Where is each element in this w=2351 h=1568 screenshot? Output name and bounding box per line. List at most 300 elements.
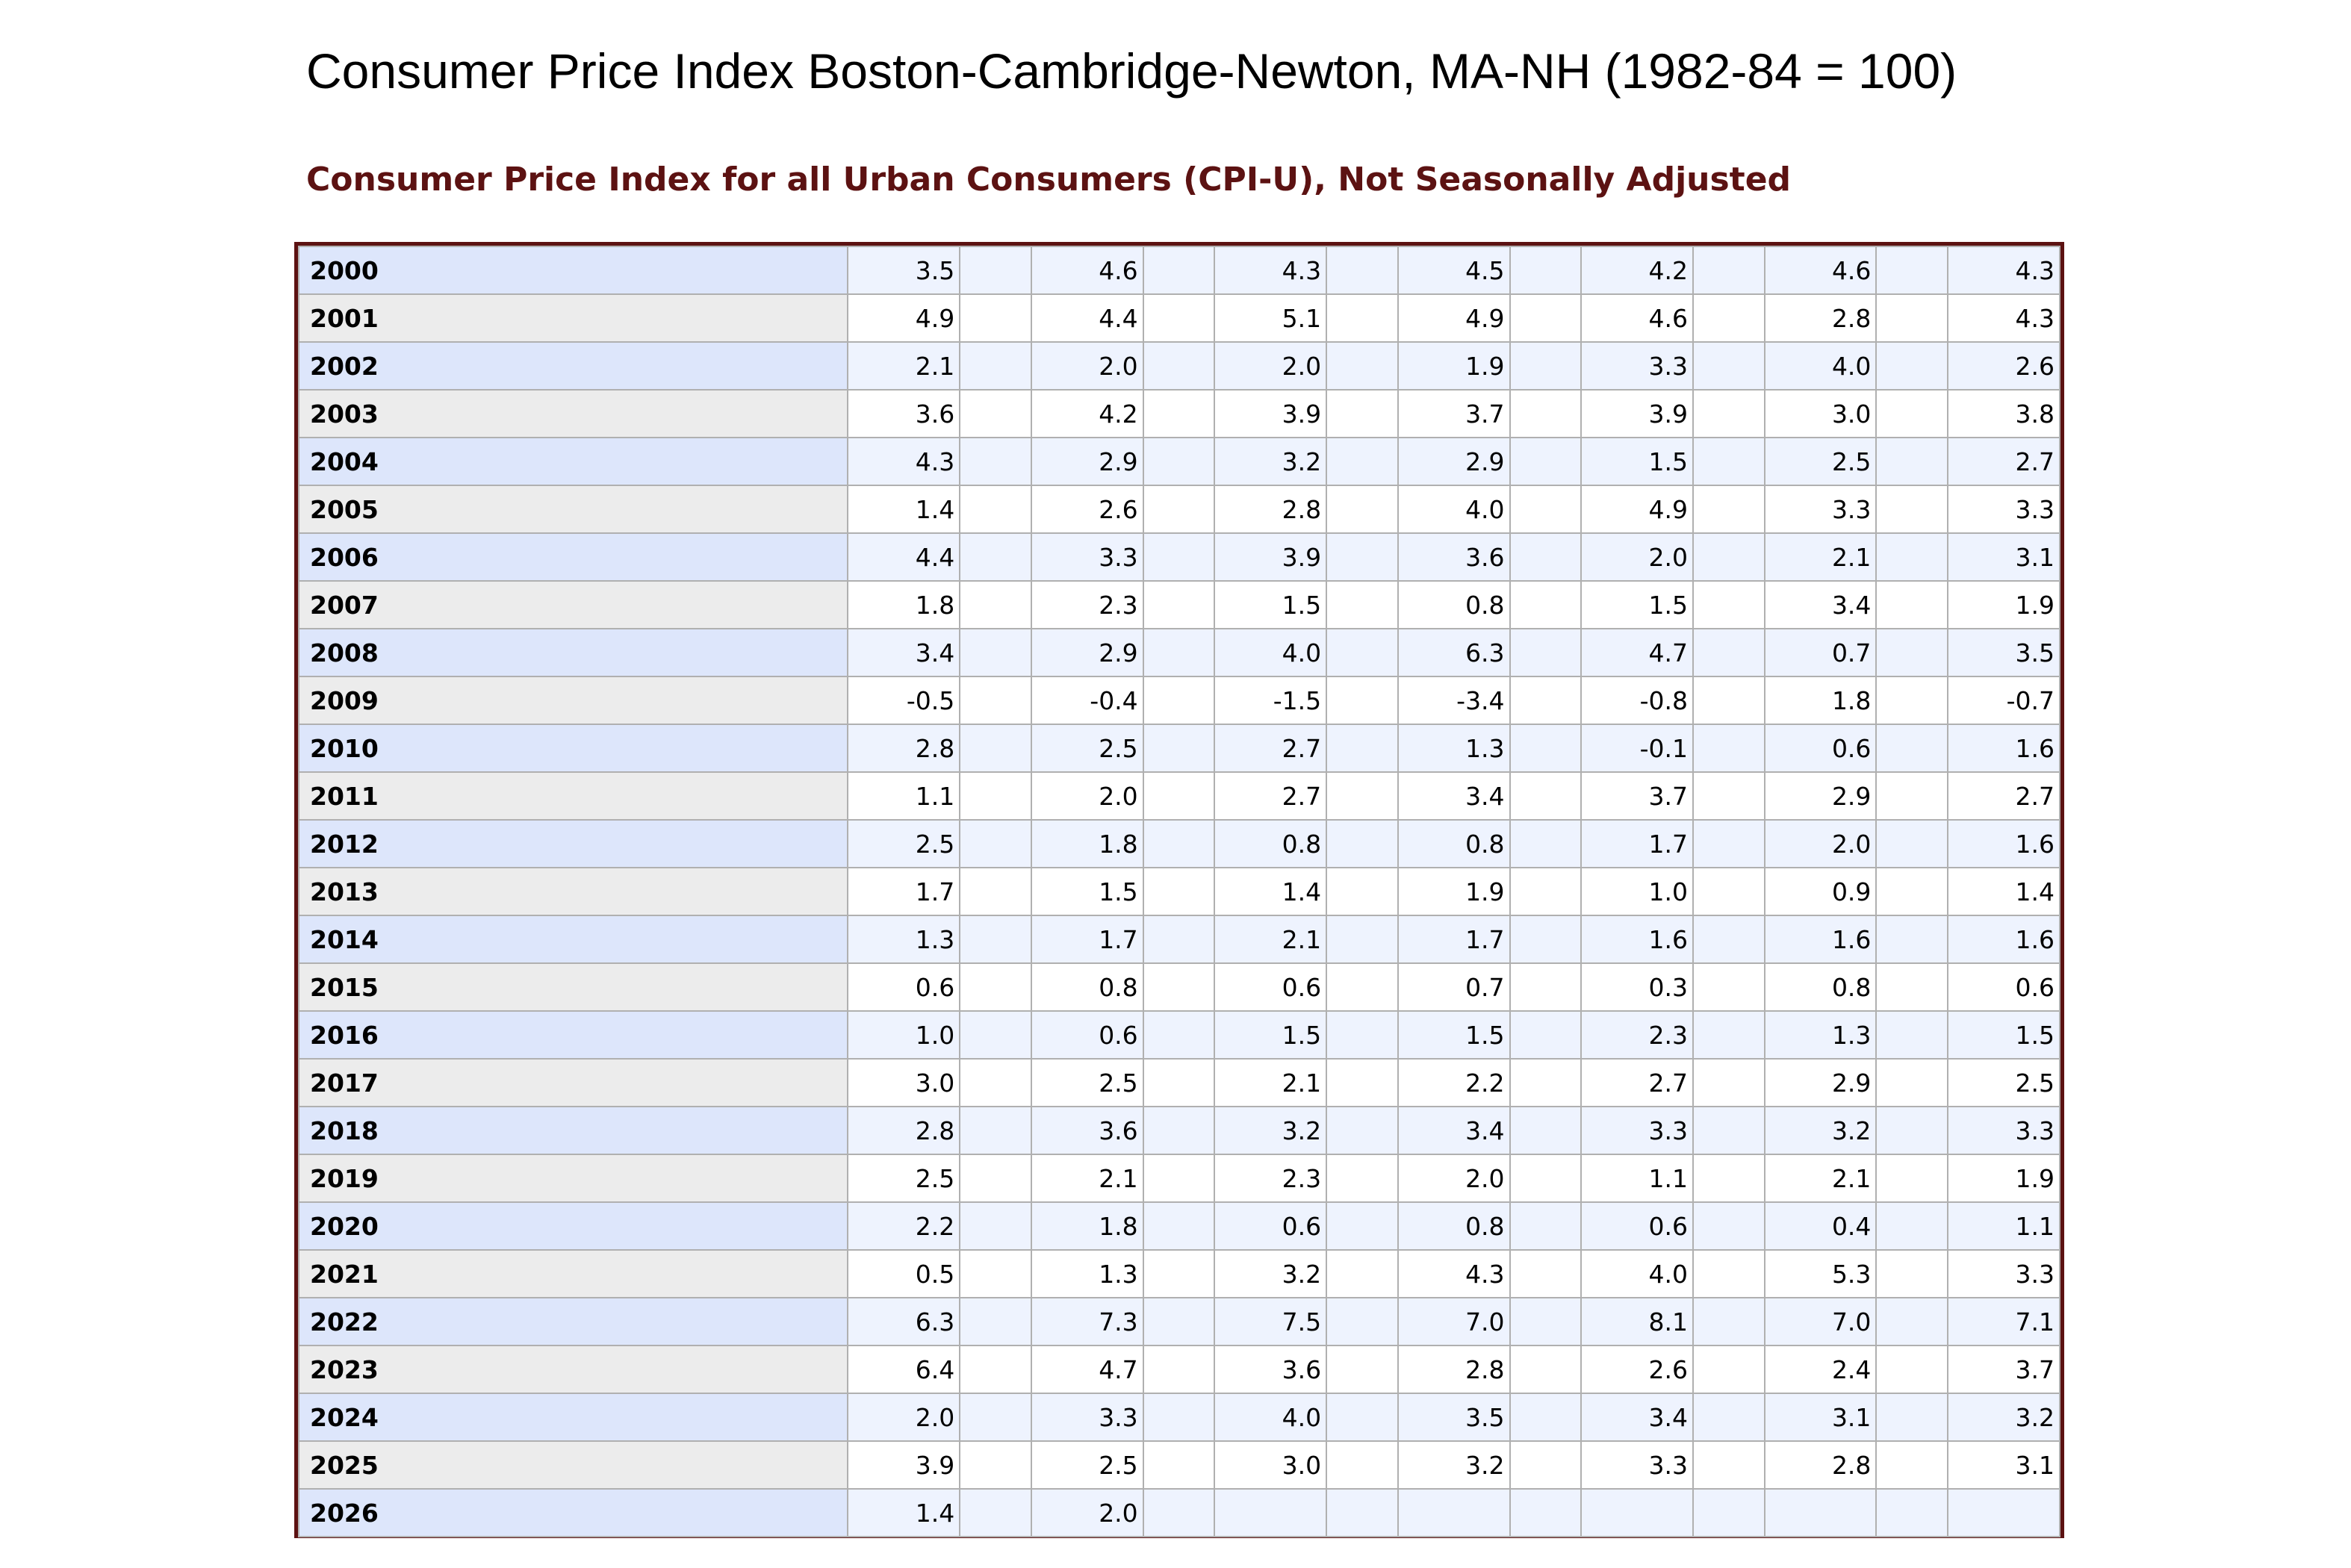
- spacer-cell: [1693, 1441, 1765, 1489]
- year-cell: 2018: [299, 1107, 848, 1154]
- value-cell: 3.5: [1948, 629, 2060, 676]
- spacer-cell: [960, 1489, 1031, 1537]
- value-cell: 3.1: [1948, 1441, 2060, 1489]
- spacer-cell: [960, 1107, 1031, 1154]
- value-cell: 2.5: [1031, 724, 1143, 772]
- table-row: [299, 1345, 2060, 1393]
- spacer-cell: [1693, 724, 1765, 772]
- spacer-cell: [1876, 581, 1948, 629]
- value-cell: 1.5: [1581, 438, 1693, 485]
- spacer-cell: [1693, 1345, 1765, 1393]
- spacer-cell: [1693, 294, 1765, 342]
- spacer-cell: [1693, 868, 1765, 915]
- value-cell: 2.8: [1398, 1345, 1510, 1393]
- spacer-cell: [960, 1202, 1031, 1250]
- value-cell: 1.5: [1581, 581, 1693, 629]
- spacer-cell: [1510, 1298, 1582, 1345]
- value-cell: 1.0: [848, 1011, 960, 1059]
- value-cell: 2.9: [1031, 438, 1143, 485]
- year-cell: 2019: [299, 1154, 848, 1202]
- value-cell: 2.6: [1581, 1345, 1693, 1393]
- year-cell: 2011: [299, 772, 848, 820]
- value-cell: 3.9: [1214, 390, 1326, 438]
- table-row: [299, 581, 2060, 629]
- table-row: [299, 438, 2060, 485]
- spacer-cell: [1876, 963, 1948, 1011]
- spacer-cell: [1876, 390, 1948, 438]
- value-cell: 1.1: [1581, 1154, 1693, 1202]
- value-cell: 4.0: [1398, 485, 1510, 533]
- cpi-table: [298, 246, 2060, 1537]
- value-cell: 2.3: [1214, 1154, 1326, 1202]
- spacer-cell: [960, 533, 1031, 581]
- value-cell: -1.5: [1214, 676, 1326, 724]
- spacer-cell: [1143, 1393, 1215, 1441]
- value-cell: 2.1: [1214, 915, 1326, 963]
- spacer-cell: [1876, 1059, 1948, 1107]
- table-row: [299, 868, 2060, 915]
- value-cell: 1.5: [1214, 581, 1326, 629]
- spacer-cell: [1876, 1441, 1948, 1489]
- value-cell: 1.6: [1948, 724, 2060, 772]
- spacer-cell: [1143, 772, 1215, 820]
- value-cell: 1.5: [1031, 868, 1143, 915]
- spacer-cell: [960, 1154, 1031, 1202]
- year-cell: 2017: [299, 1059, 848, 1107]
- value-cell: 2.5: [1031, 1441, 1143, 1489]
- spacer-cell: [1326, 1202, 1398, 1250]
- spacer-cell: [1693, 1202, 1765, 1250]
- spacer-cell: [960, 915, 1031, 963]
- spacer-cell: [1326, 294, 1398, 342]
- table-row: [299, 915, 2060, 963]
- value-cell: 1.6: [1948, 915, 2060, 963]
- value-cell: 1.3: [848, 915, 960, 963]
- spacer-cell: [1876, 1107, 1948, 1154]
- spacer-cell: [1326, 390, 1398, 438]
- spacer-cell: [960, 820, 1031, 868]
- value-cell: 3.4: [848, 629, 960, 676]
- spacer-cell: [960, 390, 1031, 438]
- spacer-cell: [960, 342, 1031, 390]
- spacer-cell: [960, 581, 1031, 629]
- spacer-cell: [1510, 1202, 1582, 1250]
- spacer-cell: [1143, 1154, 1215, 1202]
- value-cell: 0.6: [848, 963, 960, 1011]
- table-row: [299, 963, 2060, 1011]
- value-cell: 3.6: [1031, 1107, 1143, 1154]
- value-cell: 1.7: [1581, 820, 1693, 868]
- year-cell: 2012: [299, 820, 848, 868]
- value-cell: 3.3: [1765, 485, 1877, 533]
- value-cell: 8.1: [1581, 1298, 1693, 1345]
- value-cell: 2.1: [1765, 1154, 1877, 1202]
- value-cell: 1.1: [848, 772, 960, 820]
- value-cell: 3.3: [1581, 1107, 1693, 1154]
- value-cell: 2.9: [1765, 1059, 1877, 1107]
- value-cell: 4.3: [1214, 246, 1326, 294]
- spacer-cell: [1143, 533, 1215, 581]
- spacer-cell: [1876, 772, 1948, 820]
- spacer-cell: [1510, 915, 1582, 963]
- spacer-cell: [1326, 676, 1398, 724]
- year-cell: 2002: [299, 342, 848, 390]
- value-cell: 2.7: [1214, 772, 1326, 820]
- spacer-cell: [960, 485, 1031, 533]
- spacer-cell: [1143, 1202, 1215, 1250]
- spacer-cell: [1510, 485, 1582, 533]
- value-cell: 2.1: [848, 342, 960, 390]
- spacer-cell: [1510, 676, 1582, 724]
- value-cell: 1.0: [1581, 868, 1693, 915]
- year-cell: 2016: [299, 1011, 848, 1059]
- spacer-cell: [1876, 246, 1948, 294]
- value-cell: 4.3: [1948, 246, 2060, 294]
- table-row: [299, 1489, 2060, 1537]
- spacer-cell: [1143, 1059, 1215, 1107]
- value-cell: 0.8: [1031, 963, 1143, 1011]
- value-cell: 2.4: [1765, 1345, 1877, 1393]
- value-cell: 0.6: [1031, 1011, 1143, 1059]
- spacer-cell: [1326, 1489, 1398, 1537]
- value-cell: 1.3: [1398, 724, 1510, 772]
- table-row: [299, 1393, 2060, 1441]
- value-cell: 4.0: [1214, 629, 1326, 676]
- value-cell: 2.8: [848, 724, 960, 772]
- table-row: [299, 629, 2060, 676]
- spacer-cell: [960, 724, 1031, 772]
- year-cell: 2010: [299, 724, 848, 772]
- spacer-cell: [1876, 676, 1948, 724]
- spacer-cell: [1143, 724, 1215, 772]
- spacer-cell: [1510, 868, 1582, 915]
- value-cell: -0.5: [848, 676, 960, 724]
- table-row: [299, 485, 2060, 533]
- spacer-cell: [960, 1441, 1031, 1489]
- value-cell: 2.3: [1031, 581, 1143, 629]
- value-cell: 4.5: [1398, 246, 1510, 294]
- page-title: Consumer Price Index Boston-Cambridge-Newton, MA-NH (1982-84 = 100): [306, 43, 1957, 99]
- spacer-cell: [960, 246, 1031, 294]
- value-cell: 2.0: [1031, 342, 1143, 390]
- table-row: [299, 676, 2060, 724]
- spacer-cell: [1693, 1154, 1765, 1202]
- spacer-cell: [1510, 438, 1582, 485]
- spacer-cell: [1326, 772, 1398, 820]
- spacer-cell: [1326, 1107, 1398, 1154]
- spacer-cell: [1510, 820, 1582, 868]
- value-cell: -0.4: [1031, 676, 1143, 724]
- value-cell: 1.9: [1398, 868, 1510, 915]
- spacer-cell: [1693, 772, 1765, 820]
- value-cell: 4.6: [1031, 246, 1143, 294]
- value-cell: 1.4: [1948, 868, 2060, 915]
- table-row: [299, 246, 2060, 294]
- value-cell: 3.4: [1765, 581, 1877, 629]
- value-cell: 0.8: [1398, 1202, 1510, 1250]
- year-cell: 2007: [299, 581, 848, 629]
- table-row: [299, 1202, 2060, 1250]
- value-cell: 3.3: [1581, 1441, 1693, 1489]
- value-cell: 2.7: [1948, 438, 2060, 485]
- spacer-cell: [1876, 1250, 1948, 1298]
- value-cell: 3.2: [1214, 1107, 1326, 1154]
- value-cell: 3.0: [1765, 390, 1877, 438]
- value-cell: 3.1: [1948, 533, 2060, 581]
- spacer-cell: [1326, 1393, 1398, 1441]
- year-cell: 2026: [299, 1489, 848, 1537]
- value-cell: 6.3: [848, 1298, 960, 1345]
- spacer-cell: [1876, 1202, 1948, 1250]
- year-cell: 2000: [299, 246, 848, 294]
- spacer-cell: [1143, 963, 1215, 1011]
- spacer-cell: [1693, 246, 1765, 294]
- spacer-cell: [1876, 1393, 1948, 1441]
- spacer-cell: [1326, 581, 1398, 629]
- table-row: [299, 1107, 2060, 1154]
- value-cell: 4.3: [848, 438, 960, 485]
- value-cell: 2.5: [1031, 1059, 1143, 1107]
- spacer-cell: [1143, 1011, 1215, 1059]
- table-row: [299, 1059, 2060, 1107]
- value-cell: 1.8: [848, 581, 960, 629]
- value-cell: 0.6: [1948, 963, 2060, 1011]
- value-cell: 2.1: [1031, 1154, 1143, 1202]
- spacer-cell: [1143, 1345, 1215, 1393]
- value-cell: 4.7: [1031, 1345, 1143, 1393]
- value-cell: 2.0: [1031, 772, 1143, 820]
- value-cell: 6.4: [848, 1345, 960, 1393]
- spacer-cell: [960, 1298, 1031, 1345]
- value-cell: 0.6: [1765, 724, 1877, 772]
- spacer-cell: [1876, 1154, 1948, 1202]
- spacer-cell: [1143, 294, 1215, 342]
- spacer-cell: [960, 1393, 1031, 1441]
- spacer-cell: [1693, 1059, 1765, 1107]
- value-cell: 0.6: [1581, 1202, 1693, 1250]
- year-cell: 2014: [299, 915, 848, 963]
- table-row: [299, 1250, 2060, 1298]
- value-cell: 0.6: [1214, 1202, 1326, 1250]
- value-cell: 0.8: [1398, 581, 1510, 629]
- spacer-cell: [1326, 438, 1398, 485]
- value-cell: 7.5: [1214, 1298, 1326, 1345]
- value-cell: 4.0: [1214, 1393, 1326, 1441]
- spacer-cell: [1876, 868, 1948, 915]
- spacer-cell: [1693, 438, 1765, 485]
- spacer-cell: [1326, 1298, 1398, 1345]
- year-cell: 2025: [299, 1441, 848, 1489]
- value-cell: 3.8: [1948, 390, 2060, 438]
- value-cell: 3.2: [1398, 1441, 1510, 1489]
- spacer-cell: [1510, 1011, 1582, 1059]
- year-cell: 2022: [299, 1298, 848, 1345]
- spacer-cell: [1510, 1393, 1582, 1441]
- value-cell: 1.8: [1031, 820, 1143, 868]
- value-cell: 4.0: [1581, 1250, 1693, 1298]
- value-cell: 2.1: [1214, 1059, 1326, 1107]
- table-row: [299, 294, 2060, 342]
- value-cell: 2.2: [848, 1202, 960, 1250]
- spacer-cell: [1143, 629, 1215, 676]
- value-cell: 2.0: [1214, 342, 1326, 390]
- spacer-cell: [1143, 676, 1215, 724]
- spacer-cell: [1326, 1345, 1398, 1393]
- spacer-cell: [1876, 1298, 1948, 1345]
- spacer-cell: [1510, 533, 1582, 581]
- value-cell: 3.2: [1948, 1393, 2060, 1441]
- spacer-cell: [960, 294, 1031, 342]
- value-cell: 3.0: [1214, 1441, 1326, 1489]
- spacer-cell: [1876, 820, 1948, 868]
- spacer-cell: [1693, 581, 1765, 629]
- year-cell: 2021: [299, 1250, 848, 1298]
- value-cell: 3.4: [1398, 772, 1510, 820]
- spacer-cell: [1693, 485, 1765, 533]
- value-cell: 2.8: [1214, 485, 1326, 533]
- spacer-cell: [1510, 390, 1582, 438]
- table-row: [299, 772, 2060, 820]
- spacer-cell: [1876, 1345, 1948, 1393]
- value-cell: 1.9: [1948, 581, 2060, 629]
- value-cell: 5.3: [1765, 1250, 1877, 1298]
- value-cell: 1.5: [1948, 1011, 2060, 1059]
- spacer-cell: [1143, 342, 1215, 390]
- value-cell: [1581, 1489, 1693, 1537]
- value-cell: 3.9: [848, 1441, 960, 1489]
- value-cell: 1.6: [1581, 915, 1693, 963]
- spacer-cell: [1693, 1393, 1765, 1441]
- value-cell: 1.5: [1398, 1011, 1510, 1059]
- value-cell: 0.3: [1581, 963, 1693, 1011]
- value-cell: 2.5: [848, 820, 960, 868]
- spacer-cell: [1510, 963, 1582, 1011]
- spacer-cell: [1510, 1345, 1582, 1393]
- value-cell: 2.6: [1948, 342, 2060, 390]
- value-cell: 2.3: [1581, 1011, 1693, 1059]
- spacer-cell: [1143, 915, 1215, 963]
- value-cell: 1.4: [848, 485, 960, 533]
- spacer-cell: [1876, 915, 1948, 963]
- value-cell: [1948, 1489, 2060, 1537]
- value-cell: 2.0: [1765, 820, 1877, 868]
- value-cell: 1.7: [1031, 915, 1143, 963]
- spacer-cell: [1510, 1250, 1582, 1298]
- year-cell: 2023: [299, 1345, 848, 1393]
- value-cell: 4.7: [1581, 629, 1693, 676]
- value-cell: 0.7: [1398, 963, 1510, 1011]
- value-cell: 1.6: [1948, 820, 2060, 868]
- value-cell: 1.3: [1031, 1250, 1143, 1298]
- spacer-cell: [1143, 390, 1215, 438]
- spacer-cell: [1326, 485, 1398, 533]
- value-cell: 2.6: [1031, 485, 1143, 533]
- value-cell: 2.0: [1581, 533, 1693, 581]
- value-cell: 0.8: [1765, 963, 1877, 1011]
- value-cell: 3.7: [1948, 1345, 2060, 1393]
- value-cell: 1.4: [848, 1489, 960, 1537]
- spacer-cell: [960, 676, 1031, 724]
- value-cell: 3.2: [1214, 438, 1326, 485]
- value-cell: 3.3: [1031, 1393, 1143, 1441]
- spacer-cell: [1876, 294, 1948, 342]
- value-cell: 2.7: [1948, 772, 2060, 820]
- value-cell: 3.5: [848, 246, 960, 294]
- value-cell: 2.8: [848, 1107, 960, 1154]
- value-cell: 1.1: [1948, 1202, 2060, 1250]
- value-cell: 1.9: [1948, 1154, 2060, 1202]
- value-cell: 2.5: [1765, 438, 1877, 485]
- spacer-cell: [1326, 868, 1398, 915]
- value-cell: 2.8: [1765, 294, 1877, 342]
- value-cell: 3.1: [1765, 1393, 1877, 1441]
- table-row: [299, 342, 2060, 390]
- value-cell: 4.4: [848, 533, 960, 581]
- spacer-cell: [1326, 1154, 1398, 1202]
- spacer-cell: [1143, 868, 1215, 915]
- value-cell: 3.6: [1214, 1345, 1326, 1393]
- value-cell: 1.3: [1765, 1011, 1877, 1059]
- year-cell: 2009: [299, 676, 848, 724]
- year-cell: 2004: [299, 438, 848, 485]
- spacer-cell: [1326, 246, 1398, 294]
- value-cell: 2.5: [848, 1154, 960, 1202]
- value-cell: 0.6: [1214, 963, 1326, 1011]
- cpi-table-body: [299, 246, 2060, 1537]
- value-cell: 2.9: [1398, 438, 1510, 485]
- value-cell: 0.8: [1398, 820, 1510, 868]
- spacer-cell: [960, 1011, 1031, 1059]
- year-cell: 2020: [299, 1202, 848, 1250]
- spacer-cell: [1143, 581, 1215, 629]
- spacer-cell: [1326, 342, 1398, 390]
- spacer-cell: [1693, 915, 1765, 963]
- spacer-cell: [1326, 1441, 1398, 1489]
- spacer-cell: [1876, 438, 1948, 485]
- value-cell: 1.9: [1398, 342, 1510, 390]
- value-cell: 2.9: [1031, 629, 1143, 676]
- value-cell: 1.4: [1214, 868, 1326, 915]
- value-cell: 4.4: [1031, 294, 1143, 342]
- spacer-cell: [1693, 963, 1765, 1011]
- spacer-cell: [1693, 820, 1765, 868]
- value-cell: 2.7: [1214, 724, 1326, 772]
- year-cell: 2013: [299, 868, 848, 915]
- value-cell: 3.4: [1398, 1107, 1510, 1154]
- value-cell: 4.6: [1765, 246, 1877, 294]
- spacer-cell: [1510, 1107, 1582, 1154]
- value-cell: 3.3: [1948, 1250, 2060, 1298]
- spacer-cell: [1326, 629, 1398, 676]
- value-cell: 2.0: [1031, 1489, 1143, 1537]
- value-cell: 7.0: [1398, 1298, 1510, 1345]
- spacer-cell: [960, 868, 1031, 915]
- value-cell: -0.8: [1581, 676, 1693, 724]
- value-cell: 2.0: [1398, 1154, 1510, 1202]
- spacer-cell: [1876, 629, 1948, 676]
- value-cell: 2.8: [1765, 1441, 1877, 1489]
- table-row: [299, 1298, 2060, 1345]
- spacer-cell: [1326, 963, 1398, 1011]
- value-cell: 4.3: [1948, 294, 2060, 342]
- spacer-cell: [1326, 1059, 1398, 1107]
- table-row: [299, 533, 2060, 581]
- spacer-cell: [1326, 724, 1398, 772]
- value-cell: 4.9: [848, 294, 960, 342]
- spacer-cell: [1143, 485, 1215, 533]
- spacer-cell: [1143, 246, 1215, 294]
- value-cell: 1.7: [848, 868, 960, 915]
